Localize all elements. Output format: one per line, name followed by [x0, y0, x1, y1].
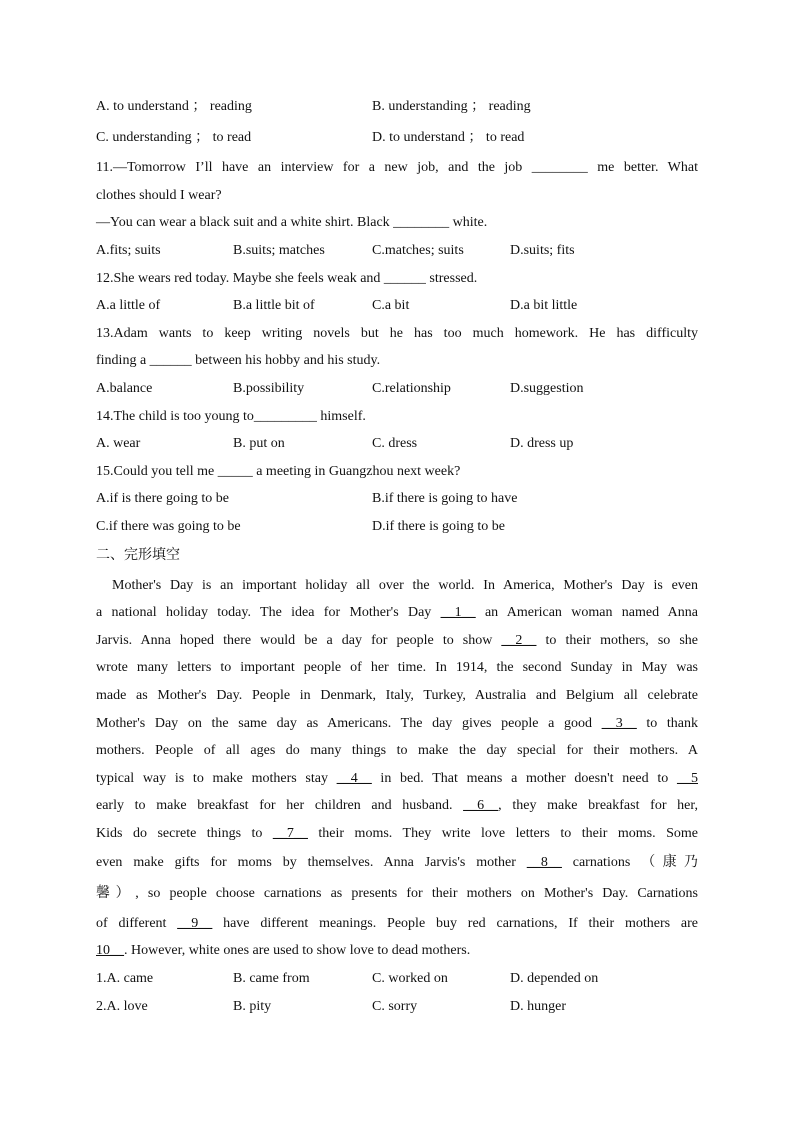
passage-line-12: 馨）, so people choose carnations as presents for their mothers on Mother's Day. Carnations [96, 886, 698, 901]
q11-stem-line2: clothes should I wear? [96, 188, 222, 203]
q12-stem: 12.She wears red today. Maybe she feels weak and ______ stressed. [96, 271, 478, 286]
q15-option-a: A.if is there going to be [96, 491, 229, 506]
passage-line-6: Mother's Day on the same day as Americans. The day gives people a good __3__ to thank [96, 716, 699, 731]
blank-8: __8__ [526, 855, 562, 870]
q14-option-d: D. dress up [510, 436, 574, 451]
passage-line-14: 10__. However, white ones are used to show love to dead mothers. [96, 943, 471, 958]
q10-option-c: C. understanding ； to read [96, 130, 252, 145]
q12-option-d: D.a bit little [510, 298, 578, 313]
blank-6: __6__ [463, 798, 499, 813]
q15-option-c: C.if there was going to be [96, 519, 241, 534]
q11-stem-line3: —You can wear a black suit and a white shirt. Black ________ white. [96, 215, 488, 230]
q10-option-b: B. understanding ； reading [372, 99, 531, 114]
section-heading: 二、完形填空 [96, 547, 180, 563]
q11-option-a: A.fits; suits [96, 243, 161, 258]
q14-option-a: A. wear [96, 436, 141, 451]
q11-option-c: C.matches; suits [372, 243, 464, 258]
q13-option-b: B.possibility [233, 381, 305, 396]
q10-option-a: A. to understand ； reading [96, 99, 252, 114]
passage-line-10: Kids do secrete things to __7__ their moms. They write love letters to their moms. Some [96, 826, 698, 841]
q14-option-c: C. dress [372, 436, 418, 451]
q14-option-b: B. put on [233, 436, 285, 451]
cloze1-option-b: B. came from [233, 971, 310, 986]
cloze2-option-c: C. sorry [372, 999, 418, 1014]
cloze1-option-d: D. depended on [510, 971, 599, 986]
blank-3: __3__ [601, 716, 637, 731]
q15-option-d: D.if there is going to be [372, 519, 505, 534]
q13-stem-line1: 13.Adam wants to keep writing novels but he has too much homework. He has difficulty [96, 326, 698, 341]
blank-10: 10__ [96, 943, 124, 958]
passage-line-2: a national holiday today. The idea for Mother's Day __1__ an American woman named Anna [96, 605, 698, 620]
passage-line-11: even make gifts for moms by themselves. Anna Jarvis's mother __8__ carnations （康乃 [96, 855, 699, 870]
cloze1-option-a: 1.A. came [96, 971, 154, 986]
blank-7: __7__ [272, 826, 308, 841]
q11-stem-line1: 11.—Tomorrow I’ll have an interview for a new job, and the job ________ me better. What [96, 160, 698, 175]
passage-line-1: Mother's Day is an important holiday all over the world. In America, Mother's Day is even [112, 578, 698, 593]
q10-option-d: D. to understand ； to read [372, 130, 525, 145]
passage-line-13: of different __9__ have different meanings. People buy red carnations, If their mothers are [96, 916, 698, 931]
blank-1: __1__ [440, 605, 476, 620]
q15-option-b: B.if there is going to have [372, 491, 518, 506]
cloze2-option-d: D. hunger [510, 999, 566, 1014]
q13-option-d: D.suggestion [510, 381, 584, 396]
q15-stem: 15.Could you tell me _____ a meeting in Guangzhou next week? [96, 464, 461, 479]
passage-line-9: early to make breakfast for her children and husband. __6__, they make breakfast for her, [96, 798, 698, 813]
q13-stem-line2: finding a ______ between his hobby and his study. [96, 353, 381, 368]
q12-option-c: C.a bit [372, 298, 410, 313]
q12-option-b: B.a little bit of [233, 298, 315, 313]
q14-stem: 14.The child is too young to_________ himself. [96, 409, 366, 424]
cloze2-option-b: B. pity [233, 999, 272, 1014]
cloze2-option-a: 2.A. love [96, 999, 148, 1014]
passage-line-5: made as Mother's Day. People in Denmark, Italy, Turkey, Australia and Belgium all celebrate [96, 688, 698, 703]
q13-option-c: C.relationship [372, 381, 451, 396]
q12-option-a: A.a little of [96, 298, 161, 313]
q11-option-d: D.suits; fits [510, 243, 575, 258]
passage-line-7: mothers. People of all ages do many things to make the day special for their mothers. A [96, 743, 698, 758]
passage-line-4: wrote many letters to important people of her time. In 1914, the second Sunday in May was [96, 660, 698, 675]
passage-line-8: typical way is to make mothers stay __4__ in bed. That means a mother doesn't need to __5 [96, 771, 698, 786]
blank-2: __2__ [501, 633, 537, 648]
blank-9: __9__ [177, 916, 213, 931]
q11-option-b: B.suits; matches [233, 243, 325, 258]
passage-line-3: Jarvis. Anna hoped there would be a day for people to show __2__ to their mothers, so she [96, 633, 699, 648]
blank-4: __4__ [336, 771, 372, 786]
q13-option-a: A.balance [96, 381, 153, 396]
cloze1-option-c: C. worked on [372, 971, 448, 986]
blank-5: __5 [677, 771, 698, 786]
